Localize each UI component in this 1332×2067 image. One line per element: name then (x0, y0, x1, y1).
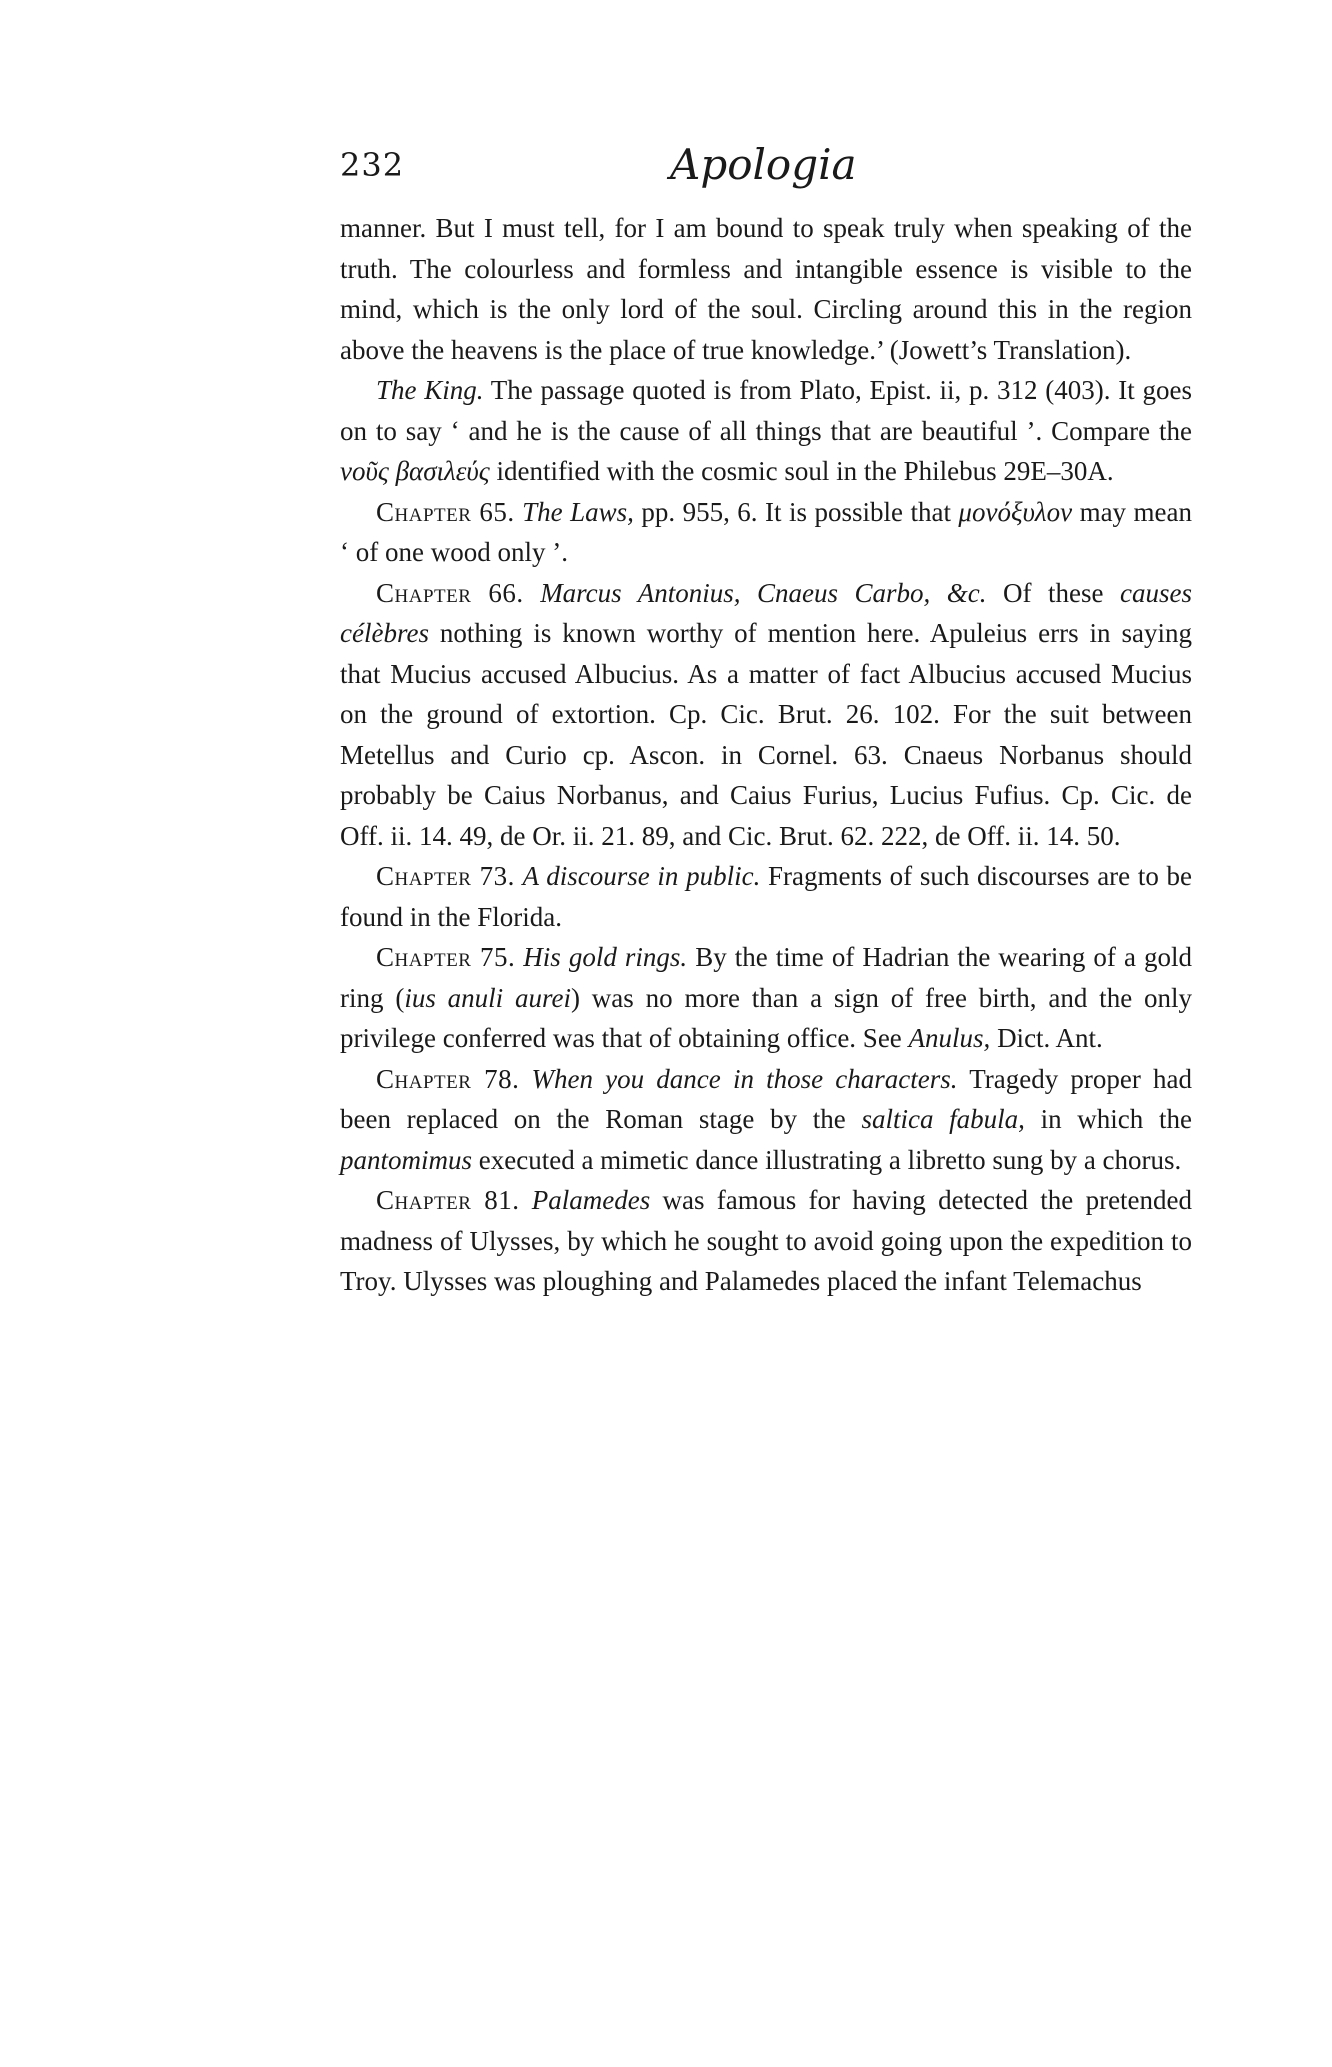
italic-text: The King. (376, 375, 484, 405)
text-run: Dict. Ant. (990, 1023, 1103, 1053)
paragraph (340, 1180, 1192, 1302)
paragraph (340, 492, 1192, 573)
text-run: was famous for having detected the pretended madness of Ulysses, by which he sought to avoid going upon the expedition to Troy. Ulysses was ploughing and Palamedes placed the infant Telemachus (340, 1185, 1193, 1296)
text-run: ) was no more than a sign of free birth, and the only privilege conferred was that of obtaining office. See (340, 982, 1193, 1053)
text-run: may mean ‘ of one wood only ’. (340, 496, 1192, 567)
italic-text: pantomimus (340, 1144, 473, 1175)
chapter-reference: Chapter 66. (376, 577, 524, 608)
text-run: manner. But I must tell, for I am bound to speak truly when speaking of the truth. The colourless and formless and intangible essence is visible to the mind, which is the only lord of the soul. Circling around this in the region above the heavens is the place of true knowledge.’ (Jowett’s Translation). (340, 213, 1192, 365)
book-page (340, 140, 1192, 1302)
chapter-reference: Chapter 81. (376, 1185, 520, 1215)
running-head: Apologia (670, 140, 857, 189)
italic-text: Marcus Antonius, Cnaeus Carbo, &c. (540, 577, 987, 608)
paragraph (340, 370, 1192, 492)
text-run (515, 861, 523, 891)
italic-text: causes célèbres (340, 577, 1192, 648)
italic-text: When you dance in those characters. (531, 1063, 958, 1094)
page-number: 232 (340, 146, 405, 184)
text-run: The passage quoted is from Plato, Epist. ii, p. 312 (403). It goes on to say ‘ and he is the cause of all things that are beautiful ’. Compare the (340, 375, 1192, 446)
chapter-reference: Chapter 73. (376, 861, 515, 891)
text-run: Tragedy proper had been replaced on the Roman stage by the (340, 1063, 1192, 1134)
italic-text: μονόξυλον (958, 496, 1073, 527)
italic-text: νοῦς βασιλεύς (340, 456, 490, 486)
text-run: executed a mimetic dance illustrating a libretto sung by a chorus. (472, 1144, 1182, 1175)
italic-text: The Laws, (522, 496, 634, 527)
italic-text: A discourse in public. (522, 861, 761, 891)
paragraph (340, 1059, 1192, 1181)
italic-text: His gold rings. (523, 942, 688, 972)
paragraph (340, 208, 1192, 370)
paragraph (340, 937, 1192, 1059)
text-run (524, 578, 541, 608)
paragraph (340, 573, 1192, 857)
text-run (519, 1064, 531, 1094)
body-text (340, 208, 1192, 1302)
text-run: Of these (986, 577, 1121, 608)
italic-text: Palamedes (531, 1185, 651, 1215)
text-run: By the time of Hadrian the wearing of a gold ring ( (340, 942, 1193, 1013)
paragraph (340, 856, 1192, 937)
text-run: identified with the cosmic soul in the Philebus 29E–30A. (489, 456, 1114, 486)
text-run (515, 497, 522, 527)
text-run: nothing is known worthy of mention here. Apuleius errs in saying that Mucius accused Albucius. As a matter of fact Albucius accused Mucius on the ground of extortion. Cp. Cic. Brut. 26. 102. For the suit between Metellus and Curio cp. Ascon. in Cornel. 63. Cnaeus Norbanus should probably be Caius Norbanus, and Caius Furius, Lucius Fufius. Cp. Cic. de Off. ii. 14. 49, de Or. ii. 21. 89, and Cic. Brut. 62. 222, de Off. ii. 14. 50. (340, 618, 1192, 851)
text-run: pp. 955, 6. It is possible that (633, 496, 959, 527)
chapter-reference: Chapter 65. (376, 496, 515, 527)
italic-text: ius anuli aurei (404, 982, 571, 1013)
chapter-reference: Chapter 78. (376, 1063, 520, 1094)
text-run (519, 1185, 531, 1215)
italic-text: Anulus, (908, 1023, 991, 1053)
italic-text: saltica fabula, (861, 1104, 1025, 1134)
text-run: Fragments of such discourses are to be found in the Florida. (340, 861, 1193, 932)
page-header (340, 140, 1192, 200)
chapter-reference: Chapter 75. (376, 942, 516, 972)
text-run: in which the (1024, 1104, 1192, 1134)
